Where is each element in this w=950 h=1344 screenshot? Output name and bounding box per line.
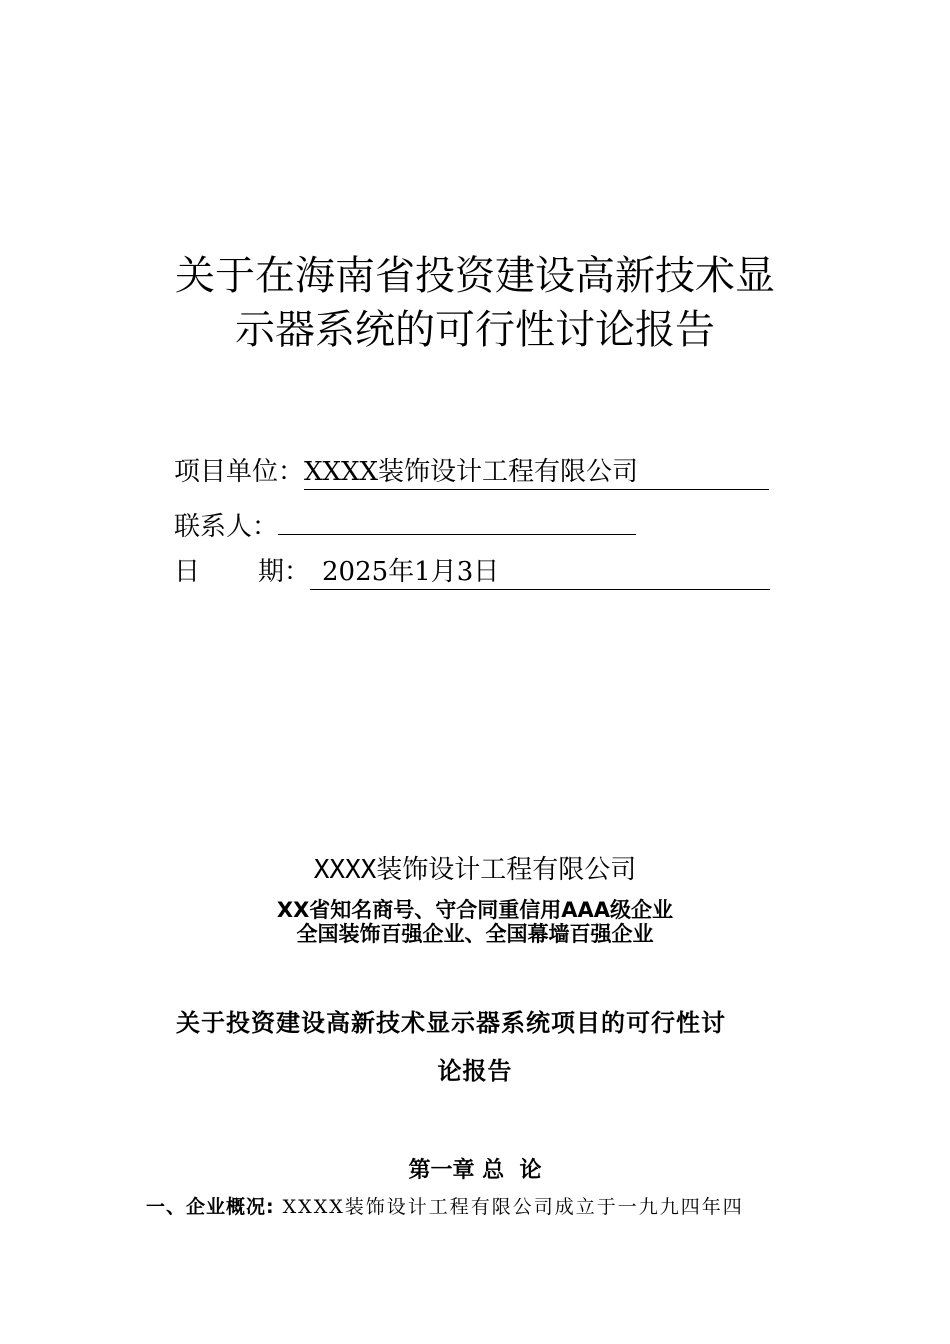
company-overview-paragraph <box>146 1193 744 1221</box>
company-name: XXXX装饰设计工程有限公司 <box>313 855 637 885</box>
date-value: 2025年1月3日 <box>310 555 770 590</box>
contact-field <box>174 504 636 544</box>
chapter-heading: 第一章 总 论 <box>408 1157 542 1183</box>
project-unit-value: XXXX装饰设计工程有限公司 <box>304 455 769 490</box>
date-label-period: 期： <box>258 557 311 587</box>
overview-lead: 一、企业概况: <box>146 1196 275 1218</box>
overview-text: XXXX装饰设计工程有限公司成立于一九九四年四 <box>274 1196 744 1218</box>
cover-title-line-1: 关于在海南省投资建设高新技术显 <box>175 253 775 299</box>
report-title-line-1: 关于投资建设高新技术显示器系统项目的可行性讨 <box>176 1008 726 1037</box>
date-label-day: 日 <box>174 557 201 587</box>
contact-label: 联系人： <box>174 512 279 542</box>
company-tagline-2: 全国装饰百强企业、全国幕墙百强企业 <box>296 922 654 946</box>
project-unit-label: 项目单位： <box>174 457 305 487</box>
contact-value <box>278 504 636 535</box>
report-title-line-2: 论报告 <box>437 1056 513 1085</box>
company-tagline-1: XX省知名商号、守合同重信用AAA级企业 <box>276 898 674 922</box>
project-unit-field <box>174 455 769 490</box>
cover-title-line-2: 示器系统的可行性讨论报告 <box>235 307 715 353</box>
date-field <box>174 555 770 590</box>
